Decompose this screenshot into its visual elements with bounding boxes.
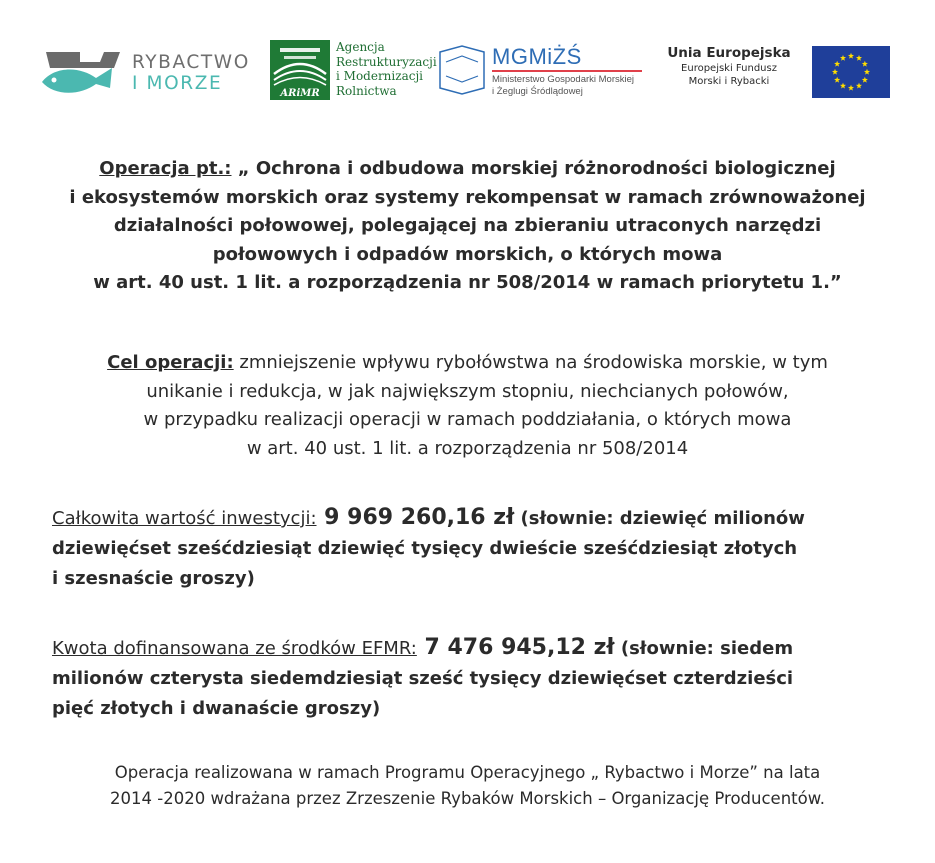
footer-line2: 2014 -2020 wdrażana przez Zrzeszenie Rybaków Morskich – Organizację Producentów.	[110, 789, 825, 808]
operation-label: Operacja pt.:	[99, 158, 232, 179]
investment-value-block	[52, 503, 912, 594]
funding-words-line1: (słownie: siedem	[614, 638, 794, 659]
rybactwo-line1: RYBACTWO	[132, 52, 250, 73]
goal-line2: unikanie i redukcja, w jak największym stopniu, niechcianych połowów,	[146, 380, 789, 402]
operation-title-line2: i ekosystemów morskich oraz systemy rekompensat w ramach zrównoważonej	[69, 186, 866, 208]
ministry-divider	[492, 70, 642, 72]
goal-label: Cel operacji:	[107, 352, 234, 373]
funding-amount-block	[52, 633, 912, 724]
ministry-abbreviation: MGMiŻŚ	[492, 44, 582, 69]
arimr-line3: i Modernizacji	[336, 69, 424, 83]
arimr-line4: Rolnictwa	[336, 83, 397, 98]
goal-line1: zmniejszenie wpływu rybołówstwa na środowiska morskie, w tym	[233, 352, 828, 373]
investment-words-line3: i szesnaście groszy)	[52, 568, 255, 589]
operation-title-line4: połowowych i odpadów morskich, o których mowa	[212, 243, 723, 265]
rybactwo-line2: I MORZE	[132, 73, 223, 94]
eu-logo	[654, 42, 894, 100]
investment-amount: 9 969 260,16 zł	[316, 505, 515, 530]
eu-fund-line1: Europejski Fundusz	[681, 63, 777, 74]
arimr-line2: Restrukturyzacji	[336, 54, 437, 69]
investment-words-line1: (słownie: dziewięć milionów	[514, 508, 805, 529]
ministry-line2: i Żeglugi Śródlądowej	[492, 86, 583, 97]
ministry-line1: Ministerstwo Gospodarki Morskiej	[492, 74, 635, 85]
goal-line4: w art. 40 ust. 1 lit. a rozporządzenia nr 508/2014	[246, 437, 689, 459]
logo-strip	[0, 38, 935, 108]
footer-line1: Operacja realizowana w ramach Programu Operacyjnego „ Rybactwo i Morze” na lata	[114, 763, 821, 782]
operation-title-line3: działalności połowowej, polegającej na zbieraniu utraconych narzędzi	[113, 215, 822, 236]
arimr-emblem-icon	[270, 40, 330, 100]
arimr-box-label: ARiMR	[280, 88, 320, 99]
funding-words-line3: pięć złotych i dwanaście groszy)	[52, 698, 381, 719]
eu-fund-line2: Morski i Rybacki	[688, 76, 770, 87]
operation-title-line1: „ Ochrona i odbudowa morskiej różnorodności biologicznej	[231, 158, 836, 179]
fish-boat-icon	[40, 44, 126, 100]
funding-label: Kwota dofinansowana ze środków EFMR:	[52, 638, 417, 659]
ministry-logo	[436, 42, 646, 102]
operation-title-line5: w art. 40 ust. 1 lit. a rozporządzenia nr 508/2014 w ramach priorytetu 1.”	[93, 272, 842, 293]
funding-amount: 7 476 945,12 zł	[416, 635, 615, 660]
operation-title-block	[30, 155, 905, 298]
eu-flag-icon	[812, 46, 890, 98]
investment-label: Całkowita wartość inwestycji:	[52, 508, 317, 529]
goal-line3: w przypadku realizacji operacji w ramach poddziałania, o których mowa	[143, 409, 792, 430]
program-footer	[30, 760, 905, 812]
arimr-logo	[270, 40, 437, 104]
operation-goal-block	[30, 349, 905, 463]
ministry-emblem-icon	[436, 42, 488, 98]
arimr-line1: Agencja	[336, 40, 385, 54]
investment-words-line2: dziewięćset sześćdziesiąt dziewięć tysięcy dwieście sześćdziesiąt złotych	[52, 538, 798, 559]
funding-words-line2: milionów czterysta siedemdziesiąt sześć tysięcy dziewięćset czterdzieści	[52, 668, 794, 689]
rybactwo-i-morze-logo	[40, 44, 260, 100]
eu-title: Unia Europejska	[667, 45, 791, 61]
